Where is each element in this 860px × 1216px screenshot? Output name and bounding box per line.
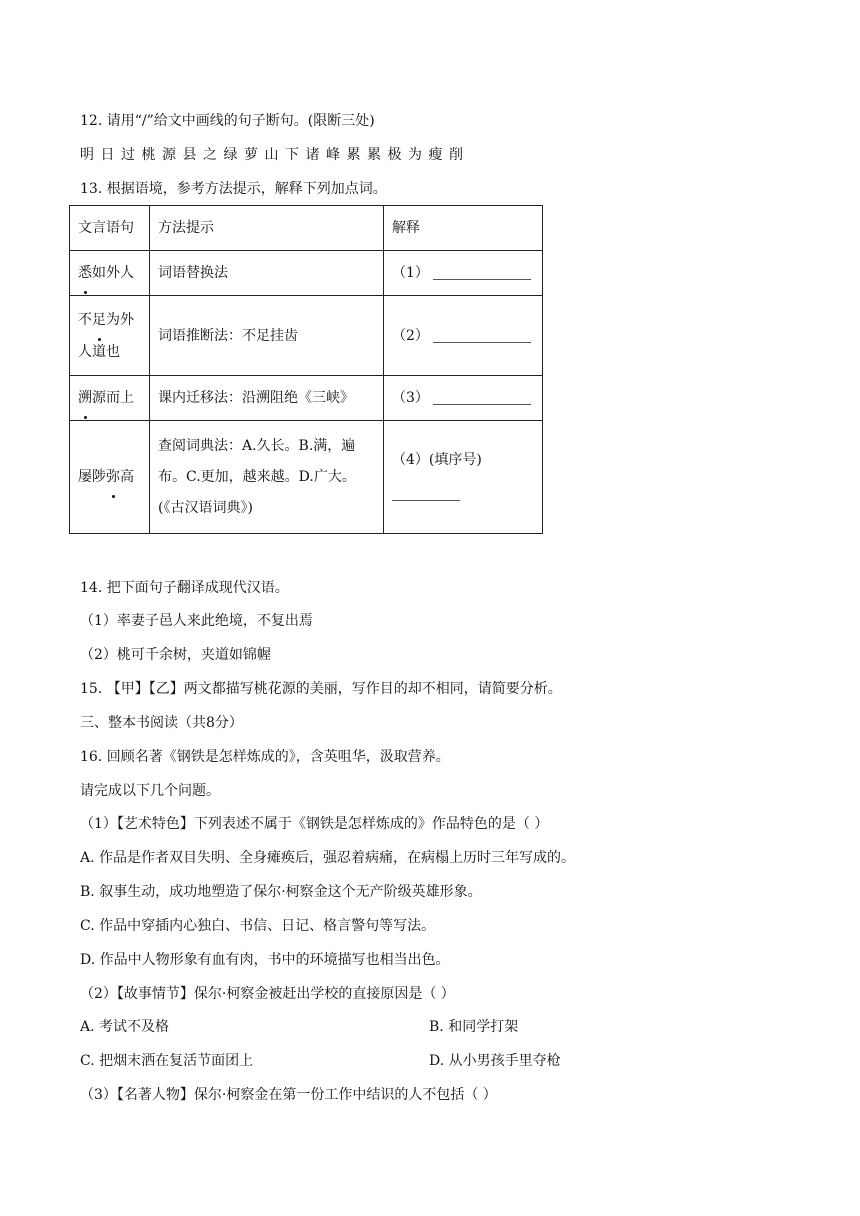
table-row bbox=[70, 376, 543, 421]
method-cell: 词语推断法：不足挂齿 bbox=[150, 296, 384, 376]
option-d: D. 从小男孩手里夺枪 bbox=[429, 1053, 561, 1069]
q14-item-1: （1）率妻子邑人来此绝境，不复出焉 bbox=[80, 613, 313, 629]
answer-cell: （2） bbox=[384, 296, 543, 376]
phrase-cell: 悉如外人 bbox=[70, 251, 150, 296]
option-c: C. 把烟末洒在复活节面团上 bbox=[80, 1053, 254, 1069]
answer-cell: （4）(填序号) bbox=[384, 421, 543, 534]
option-d: D. 作品中人物形象有血有肉，书中的环境描写也相当出色。 bbox=[80, 952, 450, 968]
answer-blank[interactable] bbox=[433, 390, 531, 405]
dotted-char: 足 bbox=[92, 304, 106, 336]
q16-prompt: 16. 回顾名著《钢铁是怎样炼成的》，含英咀华，汲取营养。 bbox=[80, 749, 450, 765]
option-b: B. 叙事生动，成功地塑造了保尔·柯察金这个无产阶级英雄形象。 bbox=[80, 884, 482, 900]
q16-instruction: 请完成以下几个问题。 bbox=[80, 783, 220, 799]
option-a: A. 考试不及格 bbox=[80, 1019, 170, 1035]
q13-prompt: 13. 根据语境，参考方法提示，解释下列加点词。 bbox=[80, 181, 387, 197]
dotted-char: 弥 bbox=[106, 461, 120, 493]
answer-blank[interactable] bbox=[433, 328, 531, 343]
q16-sub1-stem: （1）【艺术特色】下列表述不属于《钢铁是怎样炼成的》作品特色的是（ ） bbox=[80, 816, 549, 832]
phrase-cell: 屡陟弥高 bbox=[70, 421, 150, 534]
answer-blank[interactable] bbox=[392, 486, 460, 501]
method-cell: 词语替换法 bbox=[150, 251, 384, 296]
phrase-cell: 不足为外人道也 bbox=[70, 296, 150, 376]
q16-sub2-stem: （2）【故事情节】保尔·柯察金被赶出学校的直接原因是（ ） bbox=[80, 986, 455, 1002]
table-row bbox=[70, 251, 543, 296]
option-c: C. 作品中穿插内心独白、书信、日记、格言警句等写法。 bbox=[80, 918, 436, 934]
q14-prompt: 14. 把下面句子翻译成现代汉语。 bbox=[80, 580, 289, 596]
q16-sub3-stem: （3）【名著人物】保尔·柯察金在第一份工作中结识的人不包括（ ） bbox=[80, 1087, 497, 1103]
header-cell: 解释 bbox=[384, 206, 543, 251]
q12-sentence: 明日过桃源县之绿萝山下诸峰累累极为瘦削 bbox=[80, 147, 470, 163]
phrase-cell: 溯源而上 bbox=[70, 376, 150, 421]
section3-title: 三、整本书阅读（共8分） bbox=[80, 715, 243, 731]
header-cell: 文言语句 bbox=[70, 206, 150, 251]
answer-cell: （3） bbox=[384, 376, 543, 421]
dotted-char: 悉 bbox=[78, 257, 92, 289]
table-header-row bbox=[70, 206, 543, 251]
option-a: A. 作品是作者双目失明、全身瘫痪后，强忍着病痛，在病榻上历时三年写成的。 bbox=[80, 850, 576, 866]
answer-blank[interactable] bbox=[433, 265, 531, 280]
q15-prompt: 15. 【甲】【乙】两文都描写桃花源的美丽，写作目的却不相同，请简要分析。 bbox=[80, 681, 562, 697]
q13-table bbox=[69, 205, 543, 534]
table-row bbox=[70, 296, 543, 376]
method-cell: 查阅词典法：A.久长。B.满，遍布。C.更加，越来越。D.广大。(《古汉语词典》) bbox=[150, 421, 384, 534]
table-row bbox=[70, 421, 543, 534]
q14-item-2: （2）桃可千余树，夹道如锦幄 bbox=[80, 647, 271, 663]
option-b: B. 和同学打架 bbox=[429, 1019, 519, 1035]
method-cell: 课内迁移法：沿溯阻绝《三峡》 bbox=[150, 376, 384, 421]
answer-cell: （1） bbox=[384, 251, 543, 296]
dotted-char: 溯 bbox=[78, 382, 92, 414]
q12-prompt: 12. 请用“/”给文中画线的句子断句。(限断三处) bbox=[80, 113, 375, 129]
header-cell: 方法提示 bbox=[150, 206, 384, 251]
